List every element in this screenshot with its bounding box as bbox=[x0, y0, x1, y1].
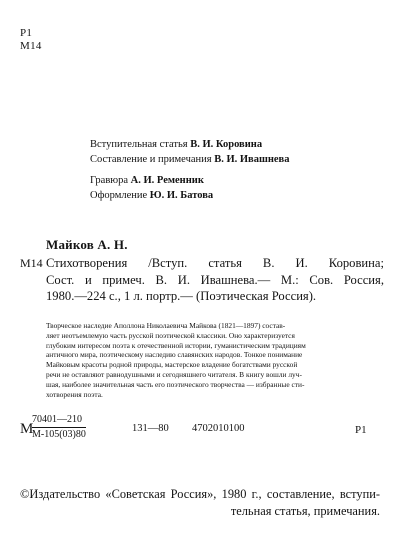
annotation-line: ляет неотъемлемую часть русской поэтической классики. Оно характеризуется bbox=[46, 330, 295, 340]
annotation-line: Майковым красоты родной природы, мастерское владение богатствами русской bbox=[46, 360, 298, 370]
index-fraction bbox=[32, 414, 86, 441]
credit-compile bbox=[90, 152, 289, 167]
annotation-line: античного мира, поэтическому наследию славянских народов. Тонкое понимание bbox=[46, 350, 303, 360]
credit-intro bbox=[90, 137, 289, 152]
bib-line: Сост. и примеч. В. И. Ивашнева.— М.: Сов. Россия, bbox=[46, 272, 384, 287]
bib-line: Стихотворения /Вступ. статья В. И. Коровина; bbox=[46, 256, 384, 270]
catalog-code: М14 bbox=[20, 256, 43, 270]
credit-engraving bbox=[90, 173, 289, 188]
index-denominator: М-105(03)80 bbox=[32, 429, 86, 440]
annotation-line: шая, наиболее значительная часть его поэтического творчества — избранные сти- bbox=[46, 379, 305, 389]
bib-line: 1980.—224 с., 1 л. портр.— (Поэтическая Россия). bbox=[46, 289, 317, 303]
copyright-line-2: тельная статья, примечания. bbox=[230, 504, 380, 518]
index-code: Р1 bbox=[355, 424, 367, 436]
index-number-2: 131—80 bbox=[132, 423, 169, 434]
classification-code-1: Р1 bbox=[20, 27, 33, 39]
credit-compile-prefix: Составление и примечания bbox=[90, 154, 212, 165]
credit-compile-name: В. И. Ивашнева bbox=[214, 154, 290, 165]
credit-design-name: Ю. И. Батова bbox=[149, 190, 214, 201]
credit-intro-prefix: Вступительная статья bbox=[90, 139, 188, 150]
credit-design bbox=[90, 188, 289, 203]
credit-engraving-prefix: Гравюра bbox=[90, 175, 129, 186]
copyright bbox=[20, 486, 380, 520]
index-number-3: 4702010100 bbox=[192, 423, 245, 434]
annotation-line: хотворения поэта. bbox=[46, 389, 103, 399]
copyright-line-1: ©Издательство «Советская Россия», 1980 г., составление, вступи- bbox=[20, 487, 380, 501]
annotation bbox=[46, 321, 381, 399]
index-letter: М bbox=[20, 421, 34, 437]
catalog-author: Майков А. Н. bbox=[46, 237, 128, 252]
credit-intro-name: В. И. Коровина bbox=[190, 139, 263, 150]
classification-code-2: М14 bbox=[20, 40, 42, 52]
bibliographic-description bbox=[46, 255, 384, 305]
credit-engraving-name: А. И. Ременник bbox=[130, 175, 204, 186]
annotation-line: Творческое наследие Аполлона Николаевича Майкова (1821—1897) состав- bbox=[46, 321, 286, 330]
credit-design-prefix: Оформление bbox=[90, 190, 148, 201]
index-numerator: 70401—210 bbox=[32, 414, 86, 428]
credits-block bbox=[90, 137, 289, 203]
annotation-line: глубоким интересом поэта к отечественной истории, гуманистическим традициям bbox=[46, 340, 306, 350]
annotation-line: речи не оставляют равнодушными и сегодняшнего читателя. В книгу вошли луч- bbox=[46, 369, 302, 379]
